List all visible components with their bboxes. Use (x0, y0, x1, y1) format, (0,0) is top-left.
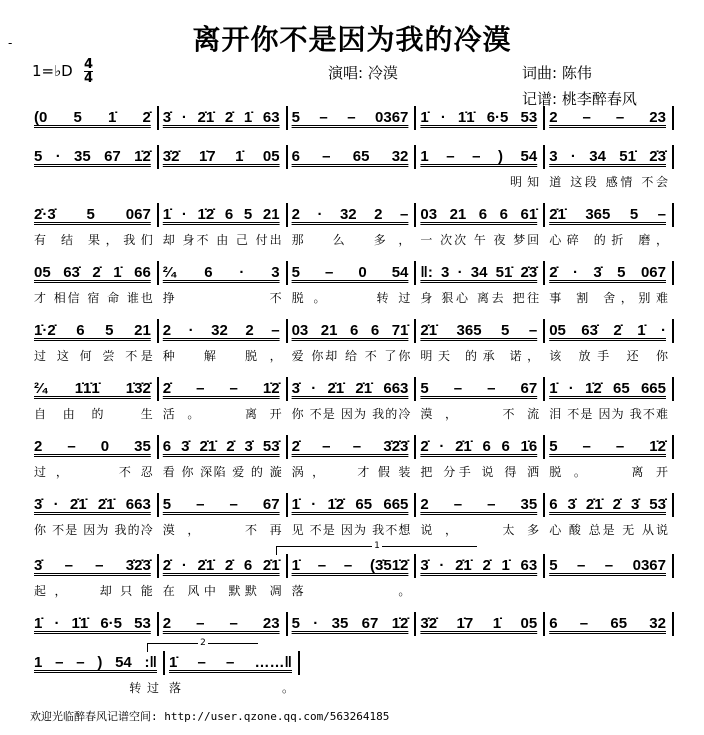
transcriber-credit: 记谱: 桃李醉春风 (522, 90, 637, 108)
measure (30, 261, 159, 305)
measure (30, 145, 159, 189)
measure-lyrics: 你 不是 因为 我的冷 (34, 523, 153, 537)
measure (30, 612, 159, 656)
measure-lyrics: 明知 (420, 175, 540, 189)
measure (159, 554, 288, 598)
measure-notes: 3̇2̇ 1̇7 1̇ 05 (159, 145, 288, 169)
volta-number: 2 (200, 638, 206, 648)
time-sig-bottom: 4 (84, 71, 94, 86)
measure-notes: 2 · 32 2 – (288, 203, 417, 227)
singer-credit: 演唱: 冷漠 (328, 64, 398, 82)
measure (545, 261, 674, 305)
measure-lyrics (545, 642, 674, 656)
measure-lyrics: 漠， 不流 (420, 407, 540, 421)
measure (416, 319, 545, 363)
measure (288, 319, 417, 363)
measure-lyrics: 一 次次 午 夜 梦回 (420, 233, 540, 247)
measure-lyrics (416, 584, 545, 598)
measure-lyrics: 说， 太多 (420, 523, 540, 537)
measure-lyrics: 把 分手 说 得 洒 (420, 465, 540, 479)
score-row (30, 435, 674, 479)
measure (159, 145, 288, 189)
measure (30, 554, 159, 598)
measure (288, 435, 417, 479)
measure-notes: 6 3̇ 2̇1̇ 2̇ 3̇ 53̇ (159, 435, 288, 459)
measure (545, 612, 674, 656)
measure (545, 145, 674, 189)
measure (288, 554, 417, 598)
measure-notes: 05 63̇ 2̇ 1̇ · (545, 319, 674, 343)
measure (288, 261, 417, 305)
measure (288, 493, 417, 537)
measure-notes: 5 · 35 67 1̇2̇ (30, 145, 159, 169)
measure-notes: 2 · 32 2 – (159, 319, 288, 343)
measure (288, 106, 417, 150)
measure (416, 145, 545, 189)
measure-lyrics: 落。 (291, 584, 411, 598)
measure-notes: 5 – 0 54 (288, 261, 417, 285)
measure-notes: 2̇·3̇ 5 067 (30, 203, 159, 227)
measure (159, 203, 288, 247)
measure-lyrics (30, 175, 159, 189)
measure (159, 319, 288, 363)
measure (416, 203, 545, 247)
measure-notes: 5 – – 67 (159, 493, 288, 517)
measure-notes: 1̇ – – ……‖ (165, 651, 300, 675)
measure-notes: 3̇ – – 3̇2̇3̇ (30, 554, 159, 578)
measure-notes: 2̇1̇ 365 5 – (545, 203, 674, 227)
measure (30, 493, 159, 537)
dash-mark: - (8, 36, 13, 50)
measure-lyrics: 看 你 深陷 爱 的 漩 (162, 465, 282, 479)
measure-lyrics: 心碎 的折 磨， (549, 233, 668, 247)
measure (159, 106, 288, 150)
measure-notes: 2 – 0 35 (30, 435, 159, 459)
measure-notes: 3̇ · 2̇1̇ 2̇ 1̇ 63 (159, 106, 288, 130)
measure-notes: 2̇ · 3̇ 5 067 (545, 261, 674, 285)
measure-lyrics: 有 结 果，我们 (34, 233, 153, 247)
measure-notes: 5 · 35 67 1̇2̇ (288, 612, 417, 636)
measure-lyrics: 泪 不是 因为 我不难 (549, 407, 668, 421)
composer-credit: 词曲: 陈伟 (522, 64, 592, 82)
measure-notes: 2̇1̇ 365 5 – (416, 319, 545, 343)
measure-lyrics: 见 不是 因为 我不想 (291, 523, 411, 537)
measure-lyrics: 爱 你却 给 不 了你 (291, 349, 411, 363)
measure-notes: 1̇ – – (3̇51̇2̇ (288, 554, 417, 578)
measure-notes: ‖: 3 · 34 51̇ 2̇3̇ (416, 261, 545, 285)
measure (545, 377, 674, 421)
measure (416, 612, 545, 656)
score-row (30, 377, 674, 421)
measure-notes: 03 21 6 6 71̇ (288, 319, 417, 343)
measure-lyrics: 落。 (169, 681, 294, 695)
measure (416, 377, 545, 421)
measure-lyrics: 漠， 不再 (162, 523, 282, 537)
score-row (30, 638, 300, 695)
measure (416, 554, 545, 598)
measure (30, 203, 159, 247)
score-row (30, 493, 674, 537)
time-sig-top: 4 (84, 57, 94, 72)
measure (545, 203, 674, 247)
measure-notes: 6 – 65 32 (288, 145, 417, 169)
measure (416, 493, 545, 537)
measure-notes: 3̇ · 2̇1̇ 2̇1̇ 663 (288, 377, 417, 401)
measure (545, 435, 674, 479)
measure (288, 612, 417, 656)
score-row (30, 203, 674, 247)
score-row (30, 319, 674, 363)
measure-notes: 1̇ · 1̇2̇ 65 665 (288, 493, 417, 517)
measure-notes: 1 – – ) 54 (416, 145, 545, 169)
measure-notes: ²⁄₄ 6 · 3 (159, 261, 288, 285)
measure-lyrics (288, 642, 417, 656)
measure-lyrics: 活。 离开 (162, 407, 282, 421)
measure-lyrics: 道 这段 感情 不会 (549, 175, 668, 189)
measure-lyrics: 起， 却只能 (34, 584, 153, 598)
measure (159, 261, 288, 305)
measure-lyrics (159, 175, 288, 189)
measure-notes: 1̇ · 1̇2̇ 65 665 (545, 377, 674, 401)
measure-lyrics: 过， 不忍 (34, 465, 153, 479)
measure (30, 377, 159, 421)
song-title: 离开你不是因为我的冷漠 (192, 23, 512, 56)
measure-lyrics: 你 不是 因为 我的冷 (291, 407, 411, 421)
measure-lyrics: 过 这 何 尝 不是 (34, 349, 153, 363)
measure (545, 319, 674, 363)
measure-lyrics: 该 放手 还 你 (549, 349, 668, 363)
measure-lyrics: 才 相信 宿 命 谁也 (34, 291, 153, 305)
measure (288, 203, 417, 247)
measure-notes: 1̇·2̇ 6 5 21 (30, 319, 159, 343)
measure-notes: 1̇ · 1̇2̇ 6 5 21 (159, 203, 288, 227)
measure-lyrics (545, 584, 674, 598)
measure (30, 106, 159, 150)
measure (159, 435, 288, 479)
measure (30, 435, 159, 479)
measure (545, 554, 674, 598)
measure (416, 435, 545, 479)
volta-bracket (147, 638, 258, 652)
score-row (30, 145, 674, 189)
measure-notes: 2 – – 35 (416, 493, 545, 517)
measure-lyrics: 脱。 离开 (549, 465, 668, 479)
measure-lyrics: 在 风中 默默 凋 (162, 584, 282, 598)
measure (159, 493, 288, 537)
measure-notes: 3̇ · 2̇1̇ 2̇ 1̇ 63 (416, 554, 545, 578)
measure-notes: 2̇ · 2̇1̇ 2̇ 6 2̇1̇ (159, 554, 288, 578)
measure-lyrics: 挣 不 (162, 291, 282, 305)
measure (30, 651, 165, 695)
measure-lyrics: 自由的 生 (34, 407, 153, 421)
measure-notes: 2̇ – – 1̇2̇ (159, 377, 288, 401)
measure-notes: 5 – – 67 (416, 377, 545, 401)
measure-notes: 1 – – ) 54 :‖ (30, 651, 165, 675)
measure-lyrics (288, 175, 417, 189)
measure-notes: 05 63̇ 2̇ 1̇ 66 (30, 261, 159, 285)
score-row (30, 541, 674, 598)
volta-number: 1 (374, 541, 380, 551)
measure (545, 493, 674, 537)
measure-notes: 2̇ · 2̇1̇ 6 6 1̇6 (416, 435, 545, 459)
measure (30, 319, 159, 363)
measure-notes: 1̇ · 1̇1̇ 6·5 53 (30, 612, 159, 636)
measure-lyrics: 涡， 才假装 (291, 465, 411, 479)
measure-notes: 2̇ – – 3̇2̇3̇ (288, 435, 417, 459)
measure (416, 261, 545, 305)
measure-notes: 1̇ · 1̇1̇ 6·5 53 (416, 106, 545, 130)
measure-lyrics: 种 解 脱， (162, 349, 282, 363)
measure (416, 106, 545, 150)
measure-lyrics: 心 酸 总是 无 从说 (549, 523, 668, 537)
measure-lyrics: 事 割 舍，别难 (549, 291, 668, 305)
measure (545, 106, 674, 150)
measure-lyrics: 却 身不 由 己 付出 (162, 233, 282, 247)
measure-lyrics (416, 642, 545, 656)
measure (288, 377, 417, 421)
measure-lyrics: 明天 的承 诺， (420, 349, 540, 363)
key-signature: 1=♭D (32, 62, 73, 80)
measure-lyrics: 那 么 多， (291, 233, 411, 247)
measure-notes: 6 – 65 32 (545, 612, 674, 636)
measure-lyrics: 转过 (34, 681, 159, 695)
measure-lyrics: 身 狠心 离去 把往 (420, 291, 540, 305)
measure-notes: 5 – – 0367 (545, 554, 674, 578)
measure (165, 651, 300, 695)
score-row (30, 612, 674, 656)
time-signature (84, 58, 93, 85)
measure-notes: 03 21 6 6 61̇ (416, 203, 545, 227)
measure-notes: ²⁄₄ 1̇1̇1̇ 1̇3̇2̇ (30, 377, 159, 401)
score-row (30, 106, 674, 150)
measure-notes: 2 – – 23 (159, 612, 288, 636)
footer-link-text: 欢迎光临醉春风记谱空间: http://user.qzone.qq.com/563264185 (30, 710, 390, 723)
measure (288, 145, 417, 189)
measure-notes: 3̇ · 2̇1̇ 2̇1̇ 663 (30, 493, 159, 517)
volta-bracket (276, 541, 477, 555)
measure-notes: 5 – – 0367 (288, 106, 417, 130)
measure-notes: 3 · 34 51̇ 2̇3̇ (545, 145, 674, 169)
measure-lyrics: 脱。 转过 (291, 291, 411, 305)
measure-notes: (0 5 1̇ 2̇ (30, 106, 159, 130)
measure (159, 377, 288, 421)
measure-notes: 5 – – 1̇2̇ (545, 435, 674, 459)
measure-notes: 6 3̇ 2̇1̇ 2̇ 3̇ 53̇ (545, 493, 674, 517)
measure-notes: 3̇2̇ 1̇7 1̇ 05 (416, 612, 545, 636)
score-row (30, 261, 674, 305)
measure-notes: 2 – – 23 (545, 106, 674, 130)
